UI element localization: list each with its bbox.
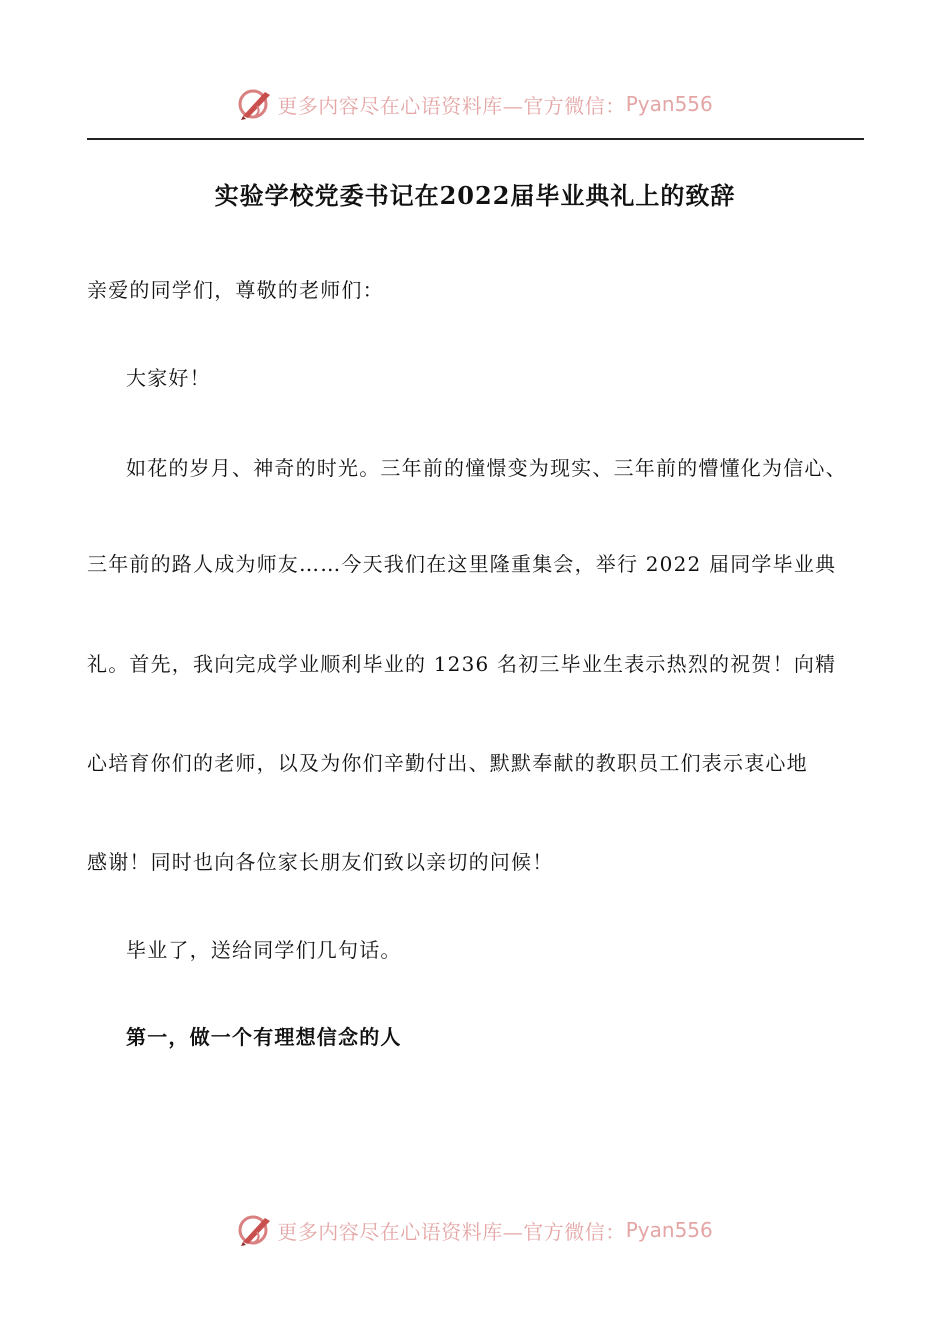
greeting: 大家好！ — [126, 366, 211, 390]
paragraph-2: 毕业了，送给同学们几句话。 — [126, 938, 402, 962]
paragraph-1-line-1: 如花的岁月、神奇的时光。三年前的憧憬变为现实、三年前的懵懂化为信心、 — [126, 456, 847, 480]
watermark-wechat-id: Pyan556 — [625, 1218, 713, 1242]
header-divider — [87, 138, 864, 140]
watermark-text: 更多内容尽在心语资料库—官方微信： — [277, 93, 626, 118]
pen-logo-icon — [237, 86, 273, 122]
document-title: 实验学校党委书记在2022届毕业典礼上的致辞 — [214, 181, 736, 210]
section-heading-1: 第一，做一个有理想信念的人 — [126, 1025, 402, 1049]
watermark-wechat-id: Pyan556 — [625, 92, 713, 116]
salutation: 亲爱的同学们，尊敬的老师们： — [87, 278, 384, 302]
header-watermark — [0, 82, 950, 126]
pen-logo-icon — [237, 1212, 273, 1248]
footer-watermark — [0, 1208, 950, 1252]
paragraph-1-line-5: 感谢！同时也向各位家长朋友们致以亲切的问候！ — [87, 850, 554, 874]
paragraph-1-line-3: 礼。首先，我向完成学业顺利毕业的 1236 名初三毕业生表示热烈的祝贺！向精 — [87, 652, 837, 676]
watermark-text: 更多内容尽在心语资料库—官方微信： — [277, 1219, 626, 1244]
paragraph-1-line-2: 三年前的路人成为师友……今天我们在这里隆重集会，举行 2022 届同学毕业典 — [87, 552, 837, 576]
paragraph-1-line-4: 心培育你们的老师，以及为你们辛勤付出、默默奉献的教职员工们表示衷心地 — [87, 751, 808, 775]
